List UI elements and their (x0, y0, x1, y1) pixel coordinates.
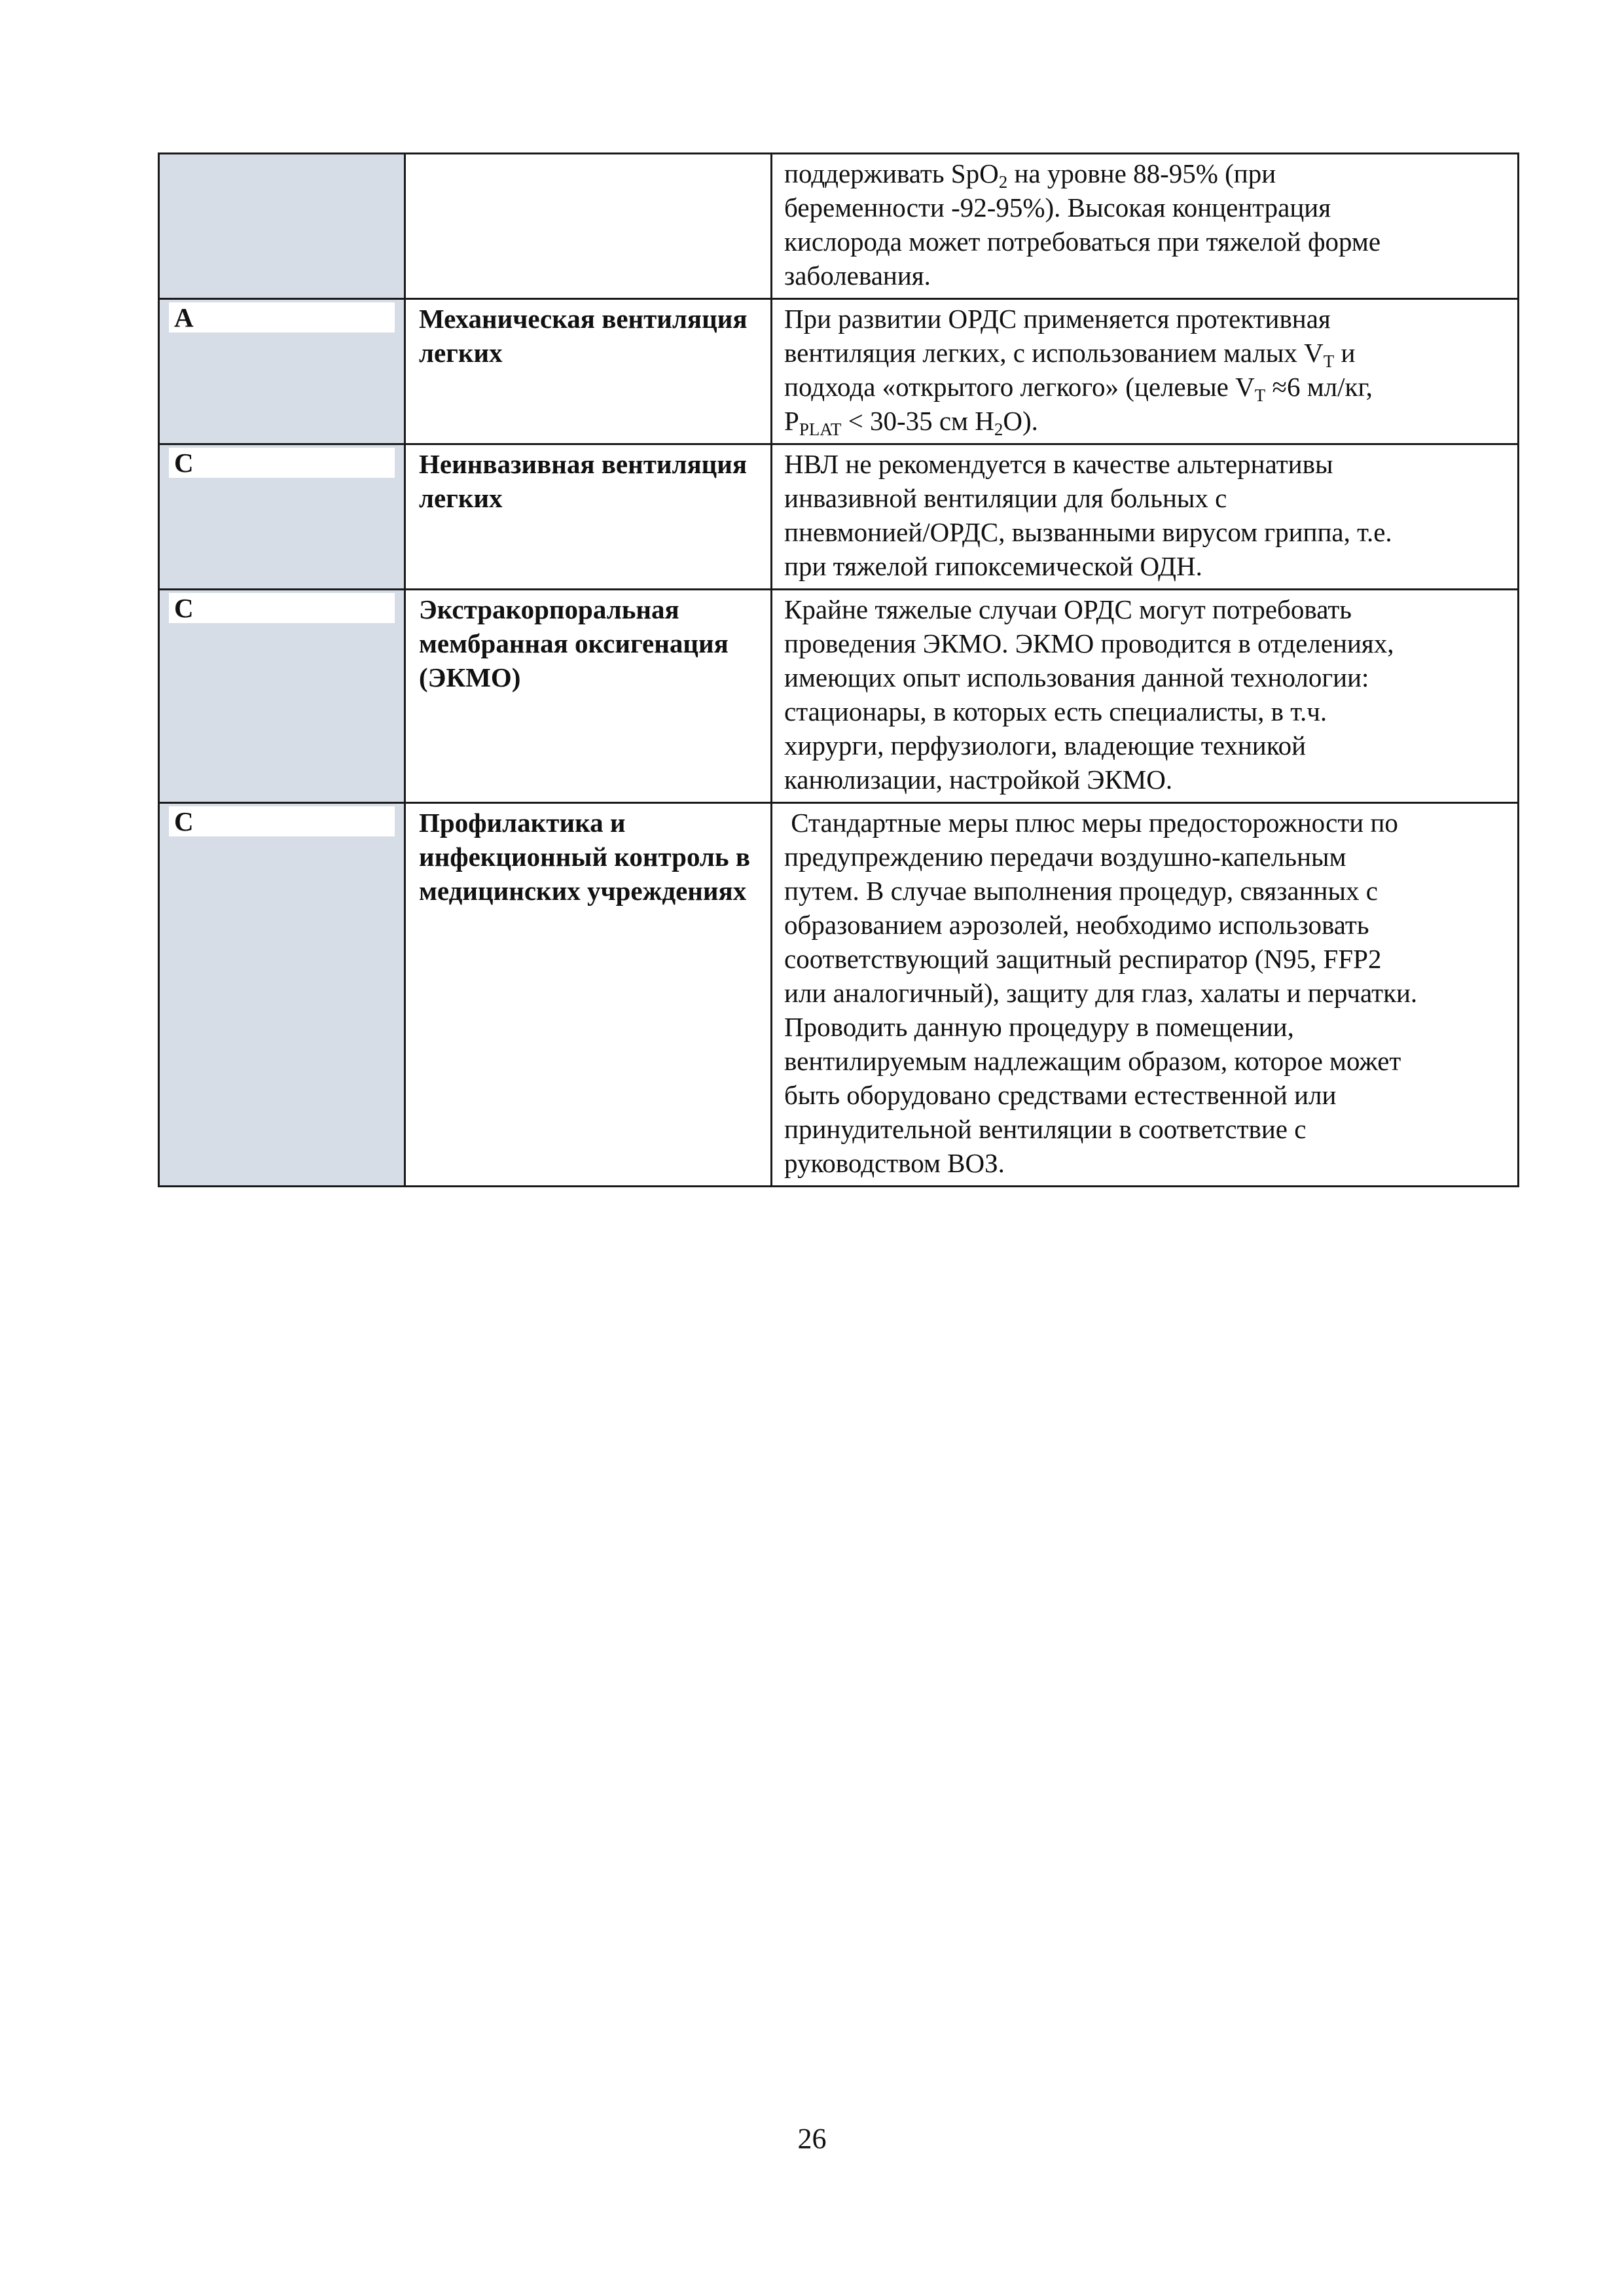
description-line (784, 806, 1511, 840)
text-segment: Стандартные меры плюс меры предосторожности по (784, 808, 1398, 838)
text-segment: инвазивной вентиляции для больных с (784, 483, 1227, 513)
table-row (159, 803, 1519, 1187)
topic-cell (405, 590, 772, 803)
description-cell (772, 444, 1519, 590)
description-line (784, 694, 1511, 728)
description-line (784, 592, 1511, 626)
description-line (784, 156, 1511, 190)
text-segment: поддерживать SpO (784, 158, 999, 188)
description-line (784, 447, 1511, 481)
description-line (784, 660, 1511, 694)
description-line (784, 259, 1511, 293)
text-segment: образованием аэрозолей, необходимо использовать (784, 910, 1369, 940)
topic-title: Механическая вентиляция легких (419, 304, 748, 368)
description-line (784, 336, 1511, 370)
text-segment: и (1334, 338, 1356, 368)
table-row (159, 154, 1519, 299)
description-line (784, 481, 1511, 515)
description-cell (772, 803, 1519, 1187)
description-line (784, 762, 1511, 797)
description-line (784, 224, 1511, 259)
description-line (784, 942, 1511, 976)
recommendations-table-body (159, 154, 1519, 1187)
description-cell (772, 299, 1519, 444)
table-row (159, 590, 1519, 803)
topic-title: Экстракорпоральная мембранная оксигенация (ЭКМО) (419, 594, 729, 692)
grade-cell (159, 444, 405, 590)
text-segment: канюлизации, настройкой ЭКМО. (784, 764, 1173, 795)
text-segment: хирурги, перфузиологи, владеющие техникой (784, 730, 1307, 761)
description-line (784, 1010, 1511, 1044)
text-segment: P (784, 406, 799, 436)
text-segment: вентилируемым надлежащим образом, которое может (784, 1046, 1401, 1076)
topic-cell (405, 444, 772, 590)
description-line (784, 728, 1511, 762)
topic-title: Неинвазивная вентиляция легких (419, 449, 748, 513)
description-line (784, 302, 1511, 336)
description-line (784, 190, 1511, 224)
page-number: 26 (797, 2123, 827, 2155)
topic-cell (405, 299, 772, 444)
text-segment: При развитии ОРДС применяется протективная (784, 304, 1331, 334)
description-line (784, 1146, 1511, 1180)
text-segment: принудительной вентиляции в соответствие с (784, 1114, 1307, 1144)
topic-title: Профилактика и инфекционный контроль в медицинских учреждениях (419, 808, 750, 906)
description-line (784, 370, 1511, 404)
description-cell (772, 590, 1519, 803)
table-row (159, 299, 1519, 444)
description-line (784, 1044, 1511, 1078)
text-segment: НВЛ не рекомендуется в качестве альтернативы (784, 449, 1333, 479)
description-line (784, 515, 1511, 549)
subscript: PLAT (799, 420, 842, 439)
topic-cell (405, 803, 772, 1187)
subscript: 2 (998, 172, 1008, 192)
description-line (784, 1078, 1511, 1112)
description-line (784, 549, 1511, 583)
description-line (784, 874, 1511, 908)
text-segment: заболевания. (784, 260, 931, 291)
topic-cell (405, 154, 772, 299)
text-segment: подхода «открытого легкого» (целевые V (784, 372, 1255, 402)
description-line (784, 908, 1511, 942)
grade-cell (159, 590, 405, 803)
subscript: T (1254, 386, 1266, 405)
description-line (784, 1112, 1511, 1146)
description-cell (772, 154, 1519, 299)
evidence-grade-label: C (169, 593, 395, 623)
recommendations-table (158, 152, 1519, 1187)
subscript: T (1323, 351, 1335, 371)
description-line (784, 626, 1511, 660)
text-segment: или аналогичный), защиту для глаз, халаты и перчатки. (784, 978, 1418, 1008)
text-segment: быть оборудовано средствами естественной или (784, 1080, 1337, 1110)
text-segment: путем. В случае выполнения процедур, связанных с (784, 876, 1378, 906)
text-segment: руководством ВОЗ. (784, 1148, 1005, 1178)
grade-cell (159, 803, 405, 1187)
text-segment: пневмонией/ОРДС, вызванными вирусом гриппа, т.е. (784, 517, 1392, 547)
text-segment: вентиляция легких, с использованием малых V (784, 338, 1324, 368)
text-segment: имеющих опыт использования данной технологии: (784, 662, 1369, 692)
text-segment: ≈6 мл/кг, (1265, 372, 1373, 402)
table-row (159, 444, 1519, 590)
text-segment: на уровне 88-95% (при (1007, 158, 1276, 188)
text-segment: кислорода может потребоваться при тяжелой форме (784, 226, 1381, 257)
text-segment: стационары, в которых есть специалисты, в т.ч. (784, 696, 1327, 726)
text-segment: Проводить данную процедуру в помещении, (784, 1012, 1294, 1042)
text-segment: Крайне тяжелые случаи ОРДС могут потребовать (784, 594, 1352, 624)
description-line (784, 840, 1511, 874)
text-segment: соответствующий защитный респиратор (N95, FFP2 (784, 944, 1382, 974)
grade-cell (159, 299, 405, 444)
grade-cell (159, 154, 405, 299)
subscript: 2 (994, 420, 1003, 439)
description-line (784, 976, 1511, 1010)
evidence-grade-label: A (169, 302, 395, 332)
description-line (784, 404, 1511, 438)
text-segment: < 30-35 см H (841, 406, 994, 436)
evidence-grade-label: C (169, 448, 395, 478)
text-segment: O). (1003, 406, 1038, 436)
text-segment: предупреждению передачи воздушно-капельным (784, 842, 1346, 872)
evidence-grade-label: C (169, 806, 395, 836)
text-segment: проведения ЭКМО. ЭКМО проводится в отделениях, (784, 628, 1394, 658)
text-segment: беременности -92-95%). Высокая концентрация (784, 192, 1331, 223)
text-segment: при тяжелой гипоксемической ОДН. (784, 551, 1202, 581)
